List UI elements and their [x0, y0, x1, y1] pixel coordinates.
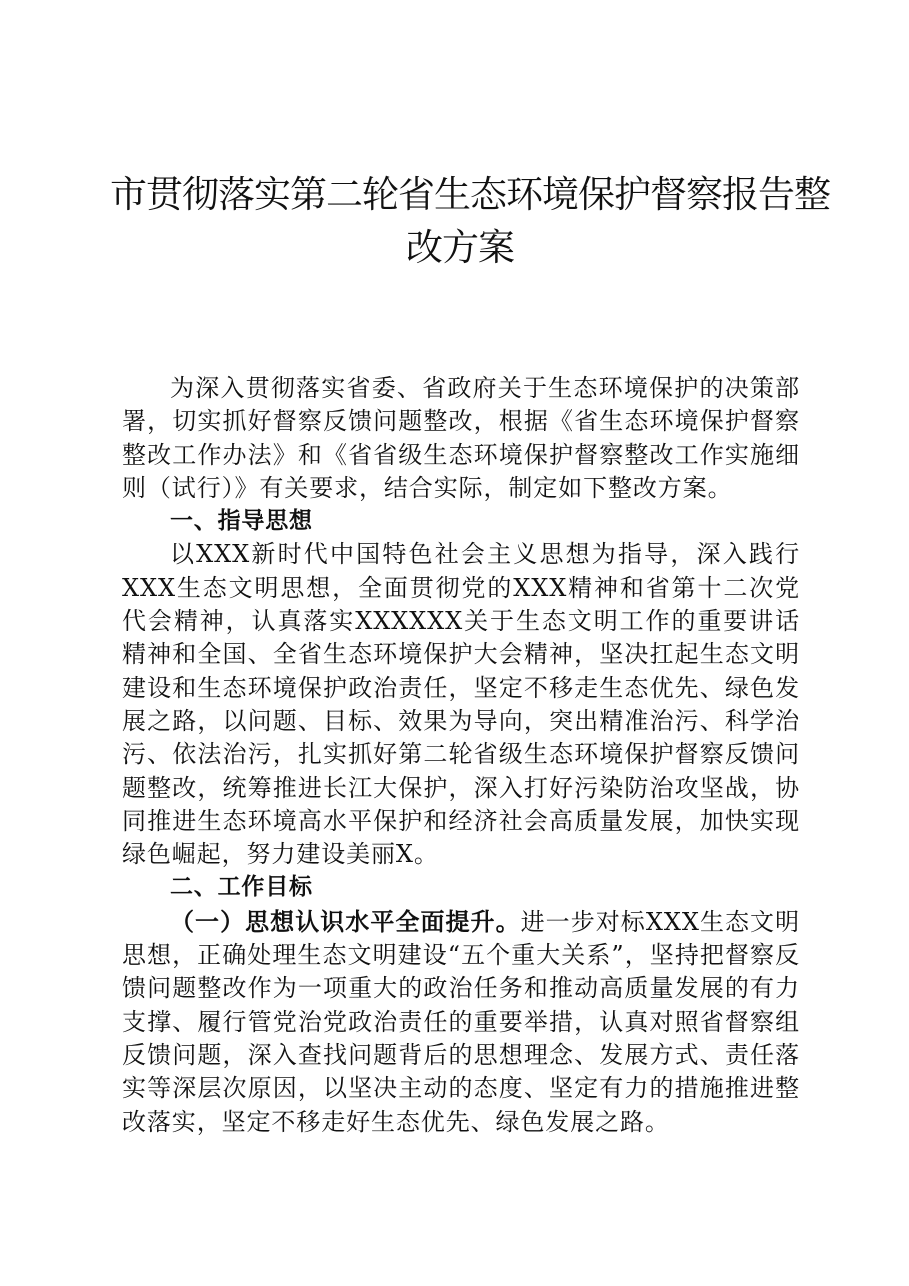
intro-paragraph: 为深入贯彻落实省委、省政府关于生态环境保护的决策部署，切实抓好督察反馈问题整改，根据《省生态环境保护督察整改工作办法》和《省省级生态环境保护督察整改工作实施细则（试行）》有关要求，结合实际，制定如下整改方案。	[122, 374, 800, 502]
section-heading-work-goals: 二、工作目标	[170, 874, 313, 901]
guiding-ideology-paragraph: 以XXX新时代中国特色社会主义思想为指导，深入践行XXX生态文明思想，全面贯彻党的XXX精神和省第十二次党代会精神，认真落实XXXXXX关于生态文明工作的重要讲话精神和全国、全省生态环境保护大会精神，坚决扛起生态文明建设和生态环境保护政治责任，坚定不移走生态优先、绿色发展之路，以问题、目标、效果为导向，突出精准治污、科学治污、依法治污，扎实抓好第二轮省级生态环境保护督察反馈问题整改，统筹推进长江大保护，深入打好污染防治攻坚战，协同推进生态环境高水平保护和经济社会高质量发展，加快实现绿色崛起，努力建设美丽X。	[122, 540, 800, 869]
document-title	[110, 168, 830, 274]
title-line-2: 改方案	[406, 226, 514, 269]
title-line-1: 市贯彻落实第二轮省生态环境保护督察报告整	[110, 173, 830, 216]
section-heading-guiding-ideology: 一、指导思想	[170, 508, 313, 535]
work-goal-item-1-text: 进一步对标XXX生态文明思想，正确处理生态文明建设“五个重大关系”，坚持把督察反馈问题整改作为一项重大的政治任务和推动高质量发展的有力支撑、履行管党治党政治责任的重要举措，认真对照省督察组反馈问题，深入查找问题背后的思想理念、发展方式、责任落实等深层次原因，以坚决主动的态度、坚定有力的措施推进整改落实，坚定不移走好生态优先、绿色发展之路。	[122, 907, 800, 1136]
document-body	[122, 372, 800, 1139]
work-goal-item-1-lead: （一）思想认识水平全面提升。	[170, 906, 521, 936]
work-goal-item-1	[122, 905, 800, 1139]
